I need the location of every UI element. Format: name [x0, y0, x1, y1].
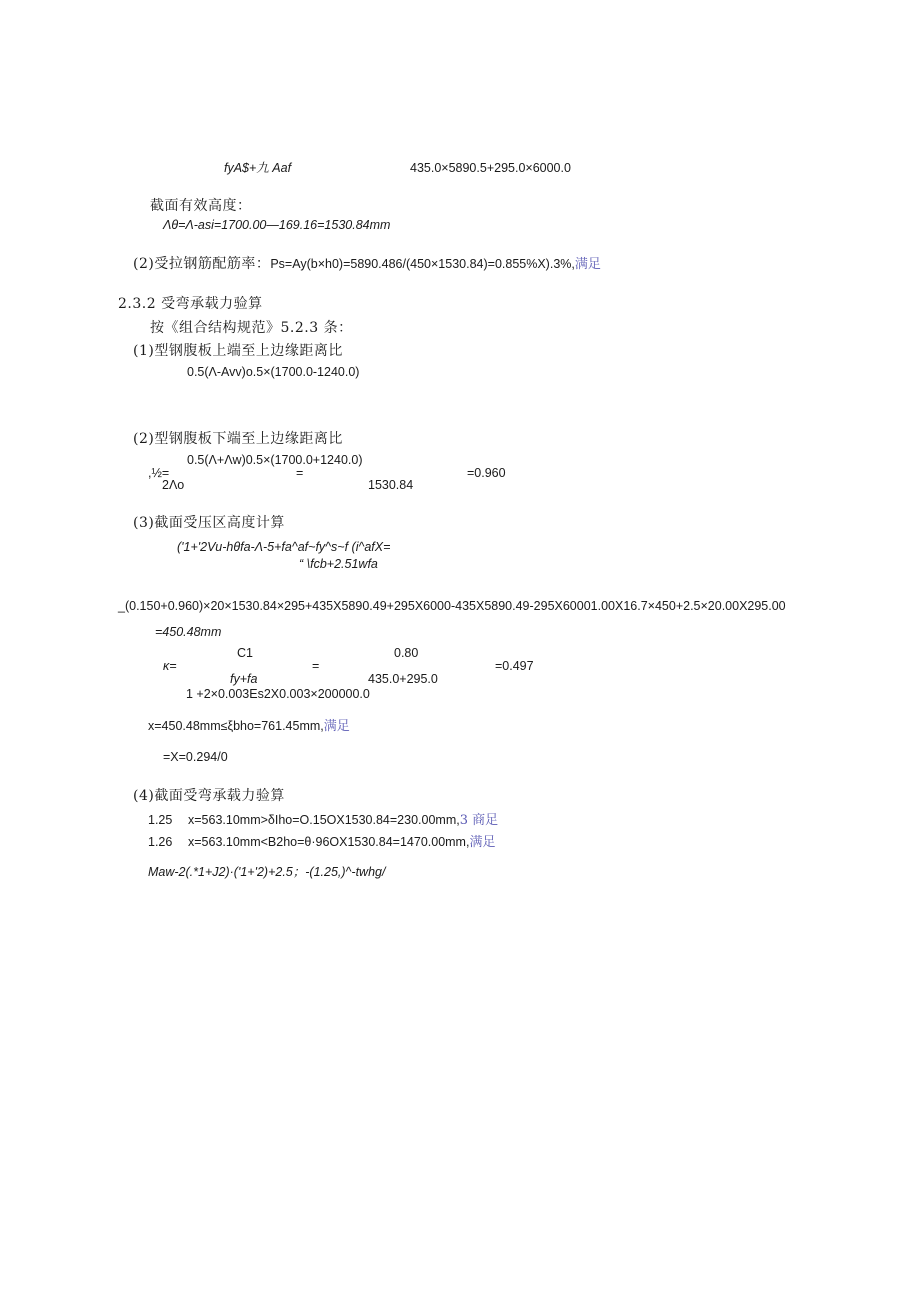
row-125-line — [188, 812, 498, 829]
ratio-formula: Ps=Ay(b×h0)=5890.486/(450×1530.84)=0.855%X).3%, — [270, 257, 575, 271]
ok-label: 满足 — [469, 835, 496, 850]
row-126-num: 1.26 — [148, 835, 173, 849]
item2-denominator-left: 2Λo — [162, 478, 185, 492]
row-126-line — [188, 834, 495, 851]
last-formula: Maw-2(.*1+J2)·('1+'2)+2.5；-(1.25,)^-twhg/ — [148, 865, 386, 879]
check1-formula: x=450.48mm≤ξbho=761.45mm, — [148, 719, 324, 733]
effective-height-label: 截面有效高度： — [150, 198, 252, 214]
long-formula: _(0.150+0.960)×20×1530.84×295+435X5890.49+295X6000-435X5890.49-295X60001.00X16.7×450+2.5×20.00X295.00 — [118, 599, 786, 613]
item1-label: (1)型钢腹板上端至上边缘距离比 — [133, 343, 343, 359]
reinforcement-ratio-line — [133, 256, 601, 273]
effective-height-formula: Λθ=Λ-asi=1700.00—169.16=1530.84mm — [163, 218, 391, 232]
item3-formula-line2: “ \fcb+2.51wfa — [299, 557, 378, 571]
row-125-formula: x=563.10mm>δIho=O.15OX1530.84=230.00mm, — [188, 813, 460, 827]
kappa-denominator: 435.0+295.0 — [368, 672, 438, 686]
row-125-ok: 3 商足 — [459, 813, 499, 828]
row-126-formula: x=563.10mm<B2ho=θ·96OX1530.84=1470.00mm, — [188, 835, 470, 849]
ok-label: 满足 — [574, 257, 601, 272]
section-title: 2.3.2 受弯承载力验算 — [118, 296, 263, 312]
item2-denominator-right: 1530.84 — [368, 478, 414, 492]
item2-formula: 0.5(Λ+Λw)0.5×(1700.0+1240.0) — [187, 453, 363, 467]
x-value: =450.48mm — [155, 625, 222, 639]
kappa-c1: C1 — [237, 646, 253, 660]
item2-equals: = — [296, 466, 304, 480]
kappa-fy-fa: fy+fa — [230, 672, 258, 686]
item2-result: =0.960 — [467, 466, 506, 480]
check1-line — [148, 718, 350, 735]
item2-lhs: ,½= — [148, 466, 170, 480]
kappa-numerator: 0.80 — [394, 646, 419, 660]
row-125-num: 1.25 — [148, 813, 173, 827]
item1-formula: 0.5(Λ-Avv)o.5×(1700.0-1240.0) — [187, 365, 360, 379]
item2-label: (2)型钢腹板下端至上边缘距离比 — [133, 431, 343, 447]
item3-formula-line1: ('1+'2Vu-hθfa-Λ-5+fa^af~fy^s~f (i^afX= — [177, 540, 391, 554]
kappa-result: =0.497 — [495, 659, 534, 673]
line1-right: 435.0×5890.5+295.0×6000.0 — [410, 161, 571, 175]
line1-left: fyA$+九 Aaf — [224, 161, 292, 175]
item4-label: (4)截面受弯承载力验算 — [133, 788, 285, 804]
kappa-equals: = — [312, 659, 320, 673]
ok-label: 满足 — [323, 719, 350, 734]
ratio-label: (2)受拉钢筋配筋率： — [133, 256, 271, 272]
kappa-lhs: κ= — [163, 659, 177, 673]
code-reference: 按《组合结构规范》5.2.3 条： — [150, 320, 353, 336]
kappa-bottom: 1 +2×0.003Es2X0.003×200000.0 — [186, 687, 370, 701]
ratio-x: =X=0.294/0 — [163, 750, 228, 764]
item3-label: (3)截面受压区高度计算 — [133, 515, 285, 531]
